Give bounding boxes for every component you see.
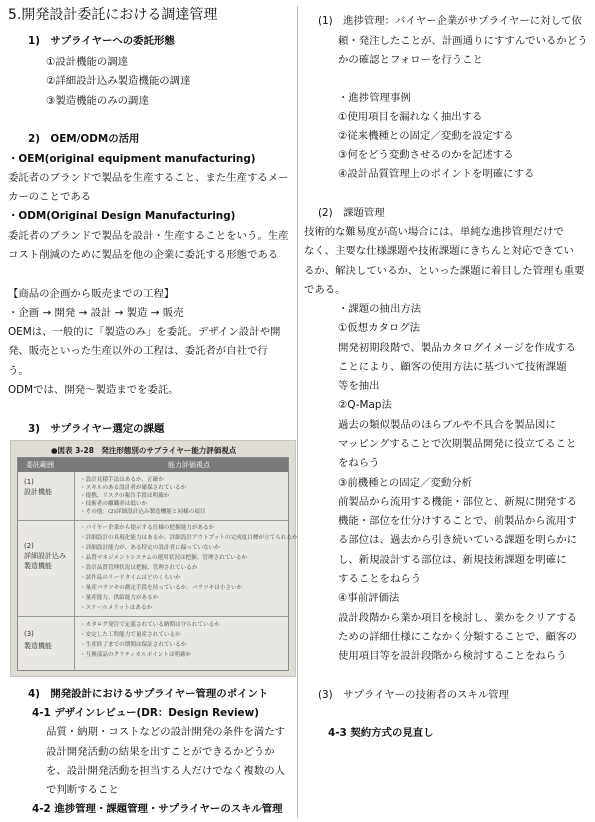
figure-row-item: ・互換部品のクリティカルポイントは明確か [80, 652, 192, 658]
method-3-text-line: 前製品から流用する機能・部位と、新規に開発する [338, 496, 577, 508]
issue-text-line: なく、主要な仕様課題や技術課題にきちんと対応できてい [304, 245, 574, 257]
figure-table-header [18, 458, 288, 472]
process-text-line: OEMは、一般的に「製造のみ」を委託。デザイン設計や開 [8, 326, 281, 338]
method-3-text-line: することをねらう [338, 573, 422, 585]
method-4-text-line: 使用項目等を設計段階から検討することをねらう [338, 650, 567, 662]
page-title: 5.開発設計委託における調達管理 [8, 7, 218, 23]
figure-row-item: ・生産終了までの期間は保証されているか [80, 642, 187, 648]
method-1-label: ①仮想カタログ法 [338, 322, 421, 334]
process-text-line: 発、販売といった生産以外の工程は、委託者が自社で行 [8, 345, 268, 357]
list-item: ③製造機能のみの調達 [46, 95, 149, 107]
process-flow: ・企画 → 開発 → 設計 → 製造 → 販売 [8, 307, 184, 319]
list-item: ③何をどう変動させるのかを記述する [338, 149, 514, 161]
list-item: ②従来機種との固定／変動を設定する [338, 130, 514, 142]
figure-row-item: ・技術者の離職率は低いか [80, 501, 148, 507]
section-4-1-text-line: 品質・納期・コストなどの設計開発の条件を満たす [46, 726, 285, 738]
oem-text-line: カーのことである [8, 191, 92, 203]
figure-col-scope: 委託範囲 [26, 461, 54, 469]
method-4-text-line: 設計段階から業か項目を検討し、業かをクリアする [338, 612, 577, 624]
figure-row-category: 製造機能 [24, 642, 52, 650]
issue-text-line: である。 [304, 284, 346, 296]
supplier-evaluation-figure [10, 440, 296, 677]
method-3-text-line: し、新規設計する部位は、新規技術課題を明確に [338, 554, 567, 566]
oem-text-line: 委託者のブランドで製品を生産すること、また生産するメー [8, 172, 289, 184]
figure-row-item: ・スケールメリットはあるか [80, 605, 153, 611]
process-text-line: う。 [8, 365, 29, 377]
progress-example-label: ・進捗管理事例 [338, 92, 411, 104]
figure-row-item: ・詳細設計の具現化能力はあるか、詳細設計アウトプットの完成度目標が立てられるか [80, 535, 298, 541]
section-4-1-label: 4-1 デザインレビュー(DR：Design Review) [32, 707, 259, 719]
list-item: ①使用項目を漏れなく抽出する [338, 111, 483, 123]
figure-row-item: ・提携、リスクの報告手段は明確か [80, 493, 170, 499]
section-4-1-text-line: 設計開発活動の結果を出すことができるかどうか [46, 746, 275, 758]
odm-label: ・ODM(Original Design Manufacturing) [8, 210, 236, 222]
section-2-heading: 2) OEM/ODMの活用 [28, 133, 140, 145]
figure-row-item: ・量産能力、供給能力があるか [80, 595, 159, 601]
method-1-text-line: ことにより、顧客の使用方法に基づいて技術課題 [338, 361, 567, 373]
figure-row-category: (2) [24, 542, 34, 550]
progress-text-line: 頼・発注したことが、計画通りにすすんでいるかどう [338, 35, 588, 47]
figure-column-rule [74, 472, 75, 670]
skill-heading: (3) サプライヤーの技術者のスキル管理 [318, 689, 509, 701]
figure-title: ●図表 3-28 発注形態別のサプライヤー能力評価視点 [51, 446, 237, 455]
figure-row-category: 製造機能 [24, 562, 52, 570]
column-divider [297, 6, 298, 818]
progress-heading: (1) 進捗管理：バイヤー企業がサプライヤーに対して依 [318, 15, 582, 27]
method-2-text-line: マッピングすることで次期製品開発に役立てること [338, 438, 577, 450]
section-4-3-heading: 4-3 契約方式の見直し [328, 727, 434, 739]
figure-row-item: ・スキルのある設計者が確保されているか [80, 485, 187, 491]
method-4-text-line: ための詳細仕様にこなかく分類することで、顧客の [338, 631, 577, 643]
figure-row-item: ・品質マネジメントシステムの運用状況は把握、管理されているか [80, 555, 248, 561]
progress-text-line: かの確認とフォローを行うこと [338, 54, 483, 66]
figure-row-rule [18, 520, 288, 521]
figure-row-category: 設計機能 [24, 488, 52, 496]
method-2-text-line: をねらう [338, 457, 380, 469]
figure-row-item: ・試作品のリードタイムはどのくらいか [80, 575, 181, 581]
process-text-line: ODMでは、開発～製造までを委託。 [8, 384, 179, 396]
figure-col-criteria: 能力評価視点 [168, 461, 210, 469]
odm-text-line: 委託者のブランドで製品を設計・生産することをいう。生産 [8, 230, 289, 242]
issue-method-label: ・課題の抽出方法 [338, 303, 422, 315]
section-4-heading: 4) 開発設計におけるサプライヤー管理のポイント [28, 688, 269, 700]
section-3-heading: 3) サプライヤー選定の課題 [28, 423, 165, 435]
figure-row-category: (3) [24, 630, 34, 638]
method-3-text-line: る部位は、過去から引き続いている課題を明らかに [338, 534, 577, 546]
figure-table [17, 457, 298, 671]
list-item: ①設計機能の調達 [46, 56, 129, 68]
method-3-text-line: 機能・部位を仕分けすることで、前製品から流用す [338, 515, 577, 527]
issue-text-line: 技術的な難易度が高い場合には、単純な進捗管理だけで [304, 226, 564, 238]
method-3-label: ③前機種との固定／変動分析 [338, 477, 473, 489]
process-heading: 【商品の企画から販売までの工程】 [8, 288, 175, 300]
figure-row-item: ・安定した工程能力で量産されているか [80, 632, 181, 638]
figure-row-item: ・バイヤー企業から提示する仕様の把握能力があるか [80, 525, 215, 531]
method-1-text-line: 等を抽出 [338, 380, 380, 392]
method-4-label: ④事前評価法 [338, 592, 400, 604]
section-4-1-text-line: を、設計開発活動を担当する人だけでなく複数の人 [46, 765, 285, 777]
section-4-2-label: 4-2 進捗管理・課題管理・サプライヤーのスキル管理 [32, 803, 283, 815]
issue-text-line: るか、解決しているか、といった課題に着目した管理も重要 [304, 265, 585, 277]
figure-row-category: 詳細設計込み [24, 552, 66, 560]
method-2-label: ②Q-Map法 [338, 399, 392, 411]
list-item: ②詳細設計込み製造機能の調達 [46, 75, 191, 87]
figure-row-item: ・その他：(2)詳細設計込み製造機能と同様の項目 [80, 509, 206, 515]
odm-text-line: コスト削減のために製品を他の企業に委託する形態である [8, 249, 279, 261]
figure-row-item: ・詳細設計能力が、ある特定の設計者に偏っていないか [80, 545, 220, 551]
figure-row-item: ・量産バラツキの測定手段を持っているか、バラツキは小さいか [80, 585, 243, 591]
oem-label: ・OEM(original equipment manufacturing) [8, 153, 256, 165]
method-2-text-line: 過去の類似製品のほらブルや不具合を製品図に [338, 419, 556, 431]
section-4-1-text-line: で判断すること [46, 784, 119, 796]
issue-heading: (2) 課題管理 [318, 207, 385, 219]
figure-row-category: (1) [24, 478, 34, 486]
figure-row-item: ・設計品質管理状況は把握、管理されているか [80, 565, 198, 571]
method-1-text-line: 開発初期段階で、製品カタログイメージを作成する [338, 342, 576, 354]
figure-row-rule [18, 616, 288, 617]
figure-row-item: ・設計見積手法はあるか、正確か [80, 477, 164, 483]
list-item: ④設計品質管理上のポイントを明確にする [338, 168, 535, 180]
figure-row-item: ・カタログ発注で定義されている納期は守られているか [80, 622, 220, 628]
section-1-heading: 1) サプライヤーへの委託形態 [28, 35, 175, 47]
